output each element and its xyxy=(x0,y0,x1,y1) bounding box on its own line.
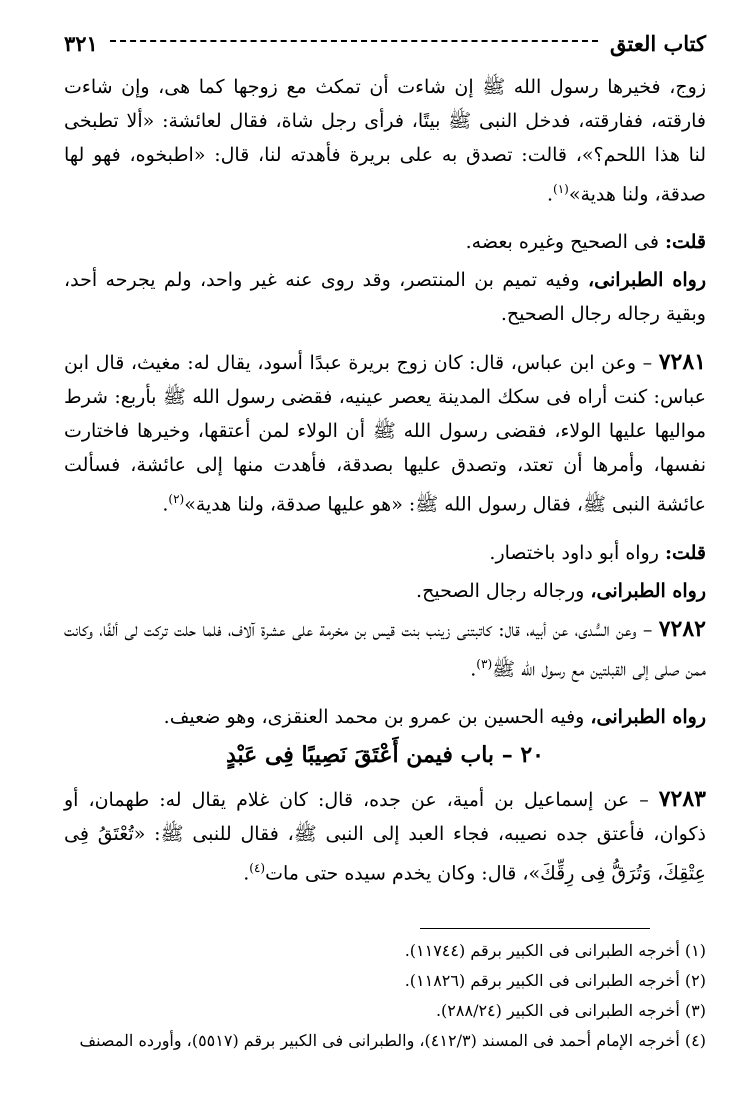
hadith-text: – عن إسماعيل بن أمية، عن جده، قال: كان غلام يقال له: طهمان، أو ذكوان، فأعتق جده نصيبه، فجاء العبد إلى النبى ﷺ، فقال للنبى ﷺ: «تُعْتَقُ فِى عِتْقِكَ، وَتُرَقُّ فِى رِقِّكَ»، قال: وكان يخدم سيده حتى مات xyxy=(64,788,706,885)
paragraph-8-text: وفيه الحسين بن عمرو بن محمد العنقزى، وهو ضعيف. xyxy=(163,705,591,728)
paragraph-3 xyxy=(64,263,706,331)
footnote-1: (١) أخرجه الطبرانى فى الكبير برقم (١١٧٤٤). xyxy=(404,941,706,960)
footnote-ref-2: (٢) xyxy=(168,492,185,507)
hadith-number: ٧٢٨١ xyxy=(658,349,706,376)
paragraph-1-text: زوج، فخيرها رسول الله ﷺ إن شاءت أن تمكث مع زوجها كما هى، وإن شاءت فارقته، ففارقته، فدخل النبى ﷺ بيتًا، فرأى رجل شاة، فقال لعائشة: «ألا تطبخى لنا هذا اللحم؟»، قالت: تصدق به على بريرة فأهدته لنا، قال: «اطبخوه، فهو لها صدقة، ولنا هدية» xyxy=(64,76,706,206)
hadith-7281: ٧٢٨١ – وعن ابن عباس، قال: كان زوج بريرة عبدًا أسود، يقال له: مغيث، قال ابن عباس: كنت أراه فى سكك المدينة يعصر عينيه، فقضى رسول الله ﷺ بأربع: شرط مواليها عليها الولاء، فقضى رسول الله ﷺ أن الولاء لمن أعتقها، وخيرها فاختارت نفسها، وأمرها أن تعتد، وتصدق عليها بصدقة، فأهدت منها إلى عائشة، فسألت عائشة النبى ﷺ، فقال رسول الله ﷺ: «هو عليها صدقة، ولنا هدية»$^{(٢)}$. xyxy=(64,349,706,516)
book-title: كتاب العتق xyxy=(609,30,706,56)
footnote-divider xyxy=(420,928,650,929)
footnote-ref-3: (٣) xyxy=(476,656,493,671)
narrator-label: رواه الطبرانى، xyxy=(588,269,706,292)
paragraph-2 xyxy=(64,225,706,259)
footnote-3: (٣) أخرجه الطبرانى فى الكبير (٢٨٨/٢٤). xyxy=(435,1001,706,1020)
hadith-number: ٧٢٨٣ xyxy=(658,785,706,812)
paragraph-6 xyxy=(64,574,706,608)
page-header xyxy=(64,26,706,60)
qultu-label: قلت: xyxy=(664,231,706,254)
narrator-label: رواه الطبرانى، xyxy=(590,579,706,602)
paragraph-1: زوج، فخيرها رسول الله ﷺ إن شاءت أن تمكث مع زوجها كما هى، وإن شاءت فارقته، ففارقته، فدخل النبى ﷺ بيتًا، فرأى رجل شاة، فقال لعائشة: «ألا تطبخى لنا هذا اللحم؟»، قالت: تصدق به على بريرة فأهدته لنا، قال: «اطبخوه، فهو لها صدقة، ولنا هدية»$^{(١)}$. xyxy=(64,76,706,206)
hadith-number: ٧٢٨٢ xyxy=(658,615,706,642)
footnote-ref-4: (٤) xyxy=(249,860,266,875)
paragraph-5 xyxy=(64,536,706,570)
paragraph-3-text: وفيه تميم بن المنتصر، وقد روى عنه غير واحد، ولم يجرحه أحد، وبقية رجاله رجال الصحيح. xyxy=(64,269,706,326)
page-number: ٣٢١ xyxy=(64,30,98,56)
paragraph-6-text: ورجاله رجال الصحيح. xyxy=(416,579,591,602)
header-dashed-rule xyxy=(110,40,598,42)
paragraph-8 xyxy=(64,700,706,734)
page-body xyxy=(64,70,706,904)
footnote-2: (٢) أخرجه الطبرانى فى الكبير برقم (١١٨٢٦). xyxy=(404,971,706,990)
hadith-text: – وعن السُّدى، عن أبيه، قال: كاتبتنى زينب بنت قيس بن مخرمة على عشرة آلاف، فلما حلت تركت لى ألفًا، وكانت ممن صلى إلى القبلتين مع رسول الله ﷺ xyxy=(64,618,706,680)
footnote-4: (٤) أخرجه الإمام أحمد فى المسند (٤١٢/٣)، والطبرانى فى الكبير برقم (٥٥١٧)، وأورده المصنف xyxy=(79,1031,706,1050)
qultu-label: قلت: xyxy=(664,541,706,564)
section-heading: ٢٠ – باب فيمن أَعْتَقَ نَصِيبًا فِى عَبْدٍ xyxy=(226,741,544,768)
narrator-label: رواه الطبرانى، xyxy=(590,705,706,728)
hadith-7283: ٧٢٨٣ – عن إسماعيل بن أمية، عن جده، قال: كان غلام يقال له: طهمان، أو ذكوان، فأعتق جده نصيبه، فجاء العبد إلى النبى ﷺ، فقال للنبى ﷺ: «تُعْتَقُ فِى عِتْقِكَ، وَتُرَقُّ فِى رِقِّكَ»، قال: وكان يخدم سيده حتى مات$^{(٤)}$. xyxy=(64,785,706,885)
hadith-text: – وعن ابن عباس، قال: كان زوج بريرة عبدًا أسود، يقال له: مغيث، قال ابن عباس: كنت أراه فى سكك المدينة يعصر عينيه، فقضى رسول الله ﷺ بأربع: شرط مواليها عليها الولاء، فقضى رسول الله ﷺ أن الولاء لمن أعتقها، وخيرها فاختارت نفسها، وأمرها أن تعتد، وتصدق عليها بصدقة، فأهدت منها إلى عائشة، فسألت عائشة النبى ﷺ، فقال رسول الله ﷺ: «هو عليها صدقة، ولنا هدية» xyxy=(64,352,706,516)
hadith-7282: ٧٢٨٢ – وعن السُّدى، عن أبيه، قال: كاتبتنى زينب بنت قيس بن مخرمة على عشرة آلاف، فلما حلت تركت لى ألفًا، وكانت ممن صلى إلى القبلتين مع رسول الله ﷺ$^{(٣)}$. xyxy=(64,615,706,680)
footnote-ref-1: (١) xyxy=(553,182,569,196)
footnotes xyxy=(64,936,706,1056)
paragraph-5-text: رواه أبو داود باختصار. xyxy=(489,541,665,564)
paragraph-2-text: فى الصحيح وغيره بعضه. xyxy=(465,231,665,254)
